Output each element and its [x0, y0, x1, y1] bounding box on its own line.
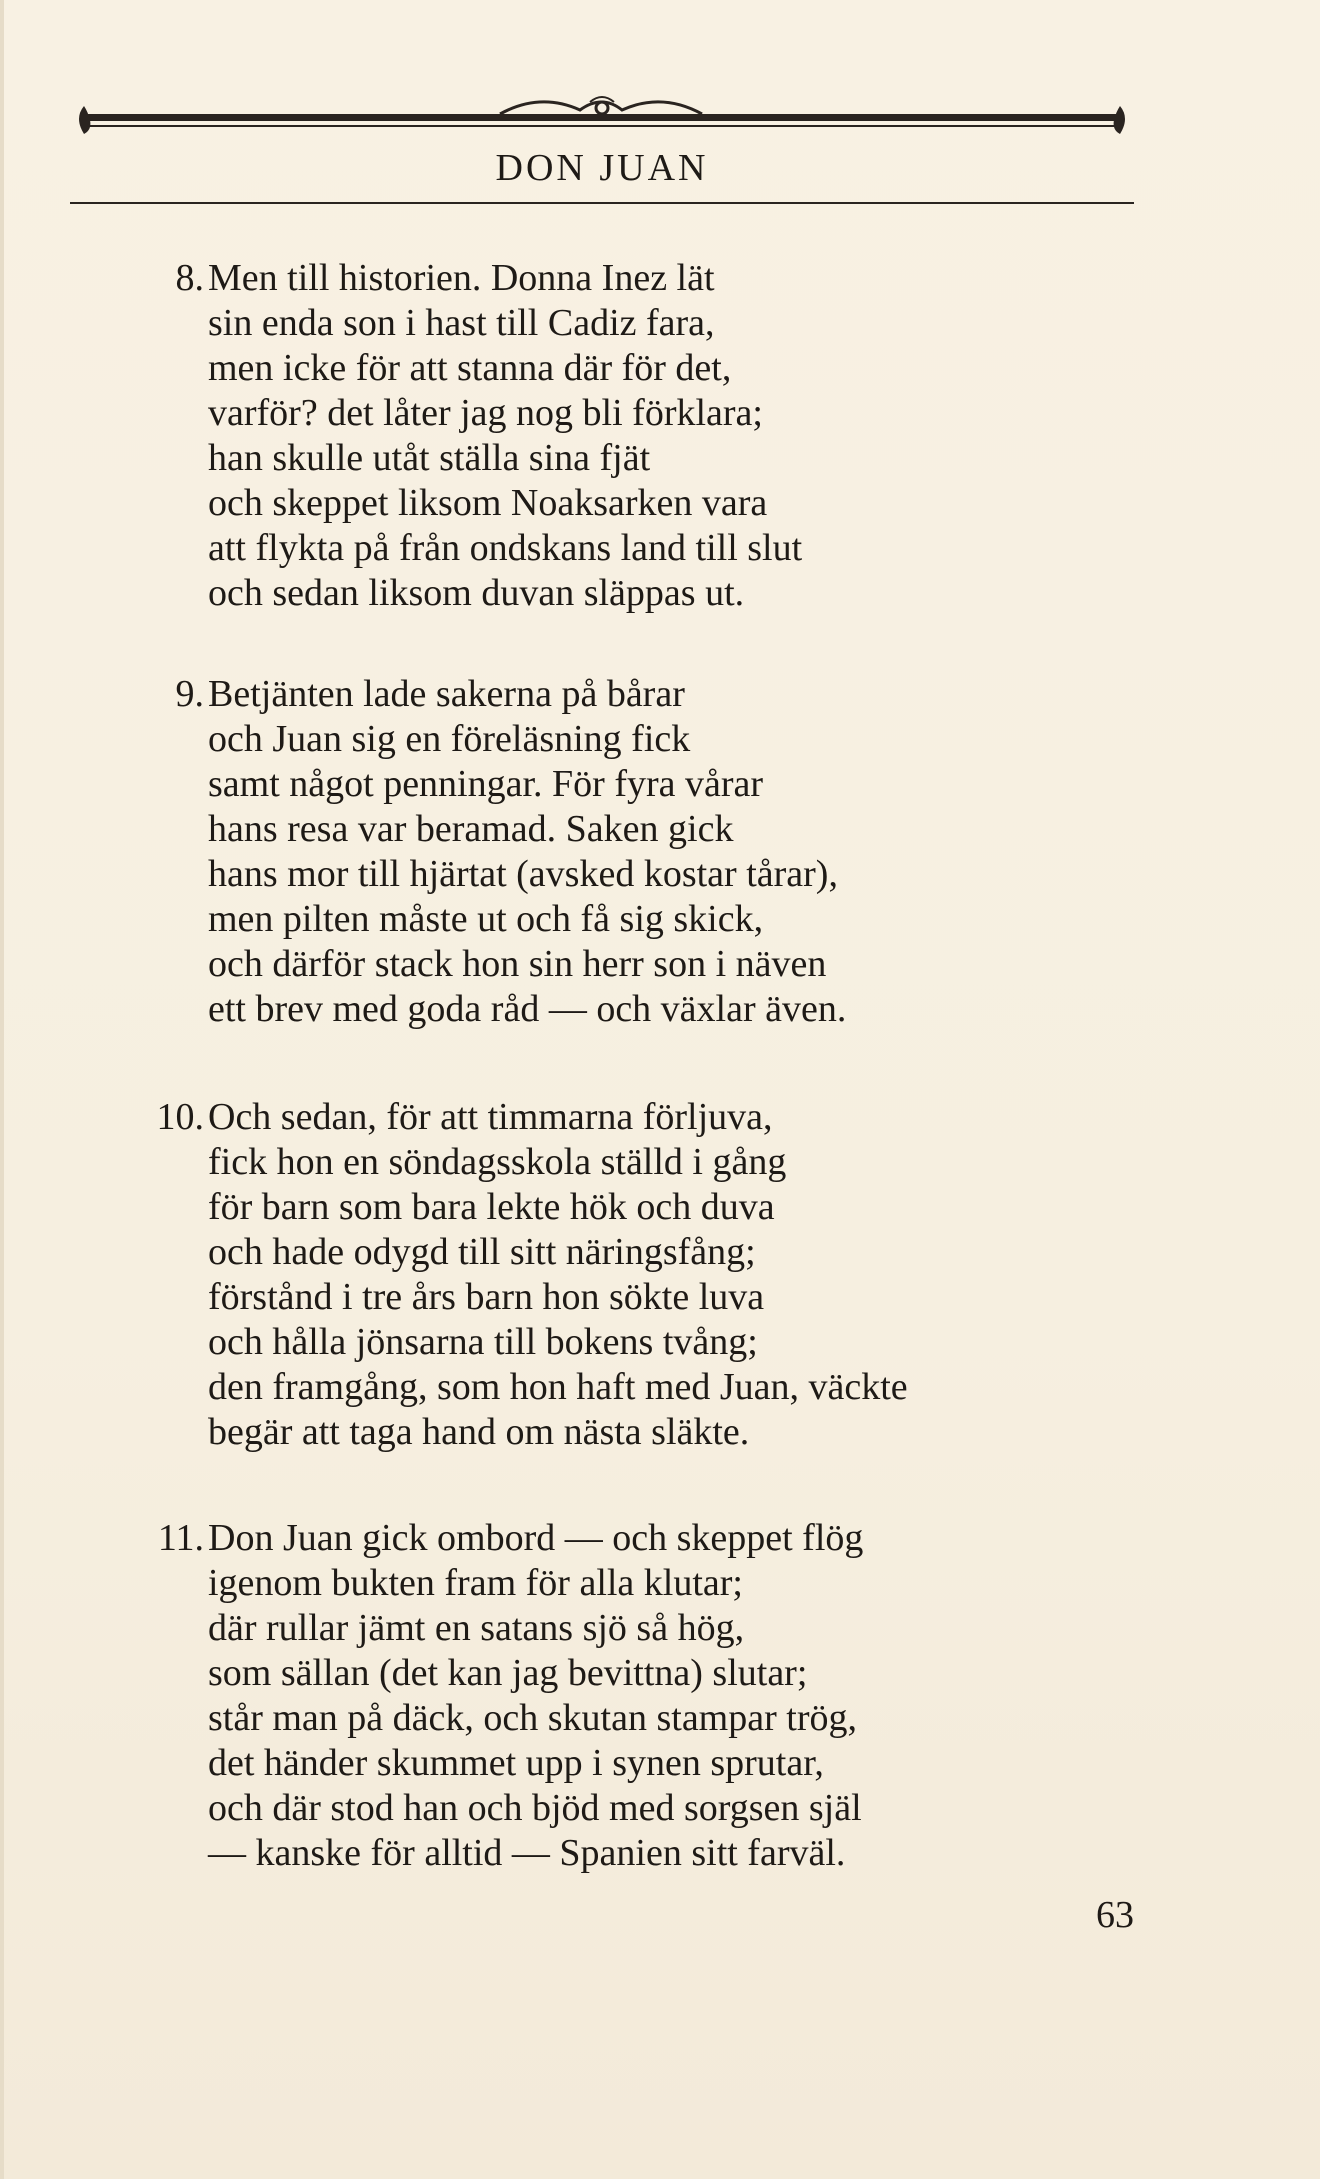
verse-line: det händer skummet upp i synen sprutar, — [208, 1742, 824, 1784]
stanza-lines — [208, 672, 1308, 1032]
verse-line: Och sedan, för att timmarna förljuva, — [208, 1096, 773, 1138]
verse-line: och sedan liksom duvan släppas ut. — [208, 572, 745, 614]
verse-line: sin enda son i hast till Cadiz fara, — [208, 302, 715, 344]
verse-line: varför? det låter jag nog bli förklara; — [208, 392, 763, 434]
verse-line: igenom bukten fram för alla klutar; — [208, 1562, 743, 1604]
stanza-lines — [208, 256, 1308, 616]
verse-line: och där stod han och bjöd med sorgsen själ — [208, 1787, 862, 1829]
verse-line: ett brev med goda råd — och växlar även. — [208, 988, 847, 1030]
verse-line: Betjänten lade sakerna på bårar — [208, 673, 685, 715]
verse-line: står man på däck, och skutan stampar trög, — [208, 1697, 857, 1739]
verse-line: för barn som bara lekte hök och duva — [208, 1186, 775, 1228]
verse-line: samt något penningar. För fyra vårar — [208, 763, 764, 805]
page-number: 63 — [1096, 1894, 1134, 1936]
verse-line: hans mor till hjärtat (avsked kostar tårar), — [208, 853, 838, 895]
running-head: DON JUAN — [495, 147, 709, 189]
verse-line: och hålla jönsarna till bokens tvång; — [208, 1321, 758, 1363]
stanza-number: 10. — [156, 1096, 204, 1138]
verse-line: Men till historien. Donna Inez lät — [208, 257, 715, 299]
stanza-number: 8. — [175, 257, 204, 299]
verse-line: men pilten måste ut och få sig skick, — [208, 898, 764, 940]
header-rule — [70, 202, 1134, 204]
ornamental-rule-icon — [70, 92, 1134, 150]
verse-line: och därför stack hon sin herr son i näven — [208, 943, 827, 985]
verse-line: och Juan sig en föreläsning fick — [208, 718, 691, 760]
verse-line: han skulle utåt ställa sina fjät — [208, 437, 651, 479]
verse-line: som sällan (det kan jag bevittna) slutar; — [208, 1652, 808, 1694]
verse-line: Don Juan gick ombord — och skeppet flög — [208, 1517, 864, 1559]
verse-line: begär att taga hand om nästa släkte. — [208, 1411, 750, 1453]
verse-line: där rullar jämt en satans sjö så hög, — [208, 1607, 745, 1649]
verse-line: fick hon en söndagsskola ställd i gång — [208, 1141, 787, 1183]
stanza-lines — [208, 1516, 1308, 1876]
verse-line: och skeppet liksom Noaksarken vara — [208, 482, 768, 524]
stanza-number: 9. — [175, 673, 204, 715]
verse-line: men icke för att stanna där för det, — [208, 347, 732, 389]
stanza-lines — [208, 1095, 1308, 1455]
verse-line: — kanske för alltid — Spanien sitt farväl. — [208, 1832, 846, 1874]
verse-line: den framgång, som hon haft med Juan, väckte — [208, 1366, 908, 1408]
verse-line: och hade odygd till sitt näringsfång; — [208, 1231, 756, 1273]
verse-line: förstånd i tre års barn hon sökte luva — [208, 1276, 765, 1318]
verse-line: att flykta på från ondskans land till slut — [208, 527, 803, 569]
verse-line: hans resa var beramad. Saken gick — [208, 808, 734, 850]
stanza-number: 11. — [157, 1517, 204, 1559]
